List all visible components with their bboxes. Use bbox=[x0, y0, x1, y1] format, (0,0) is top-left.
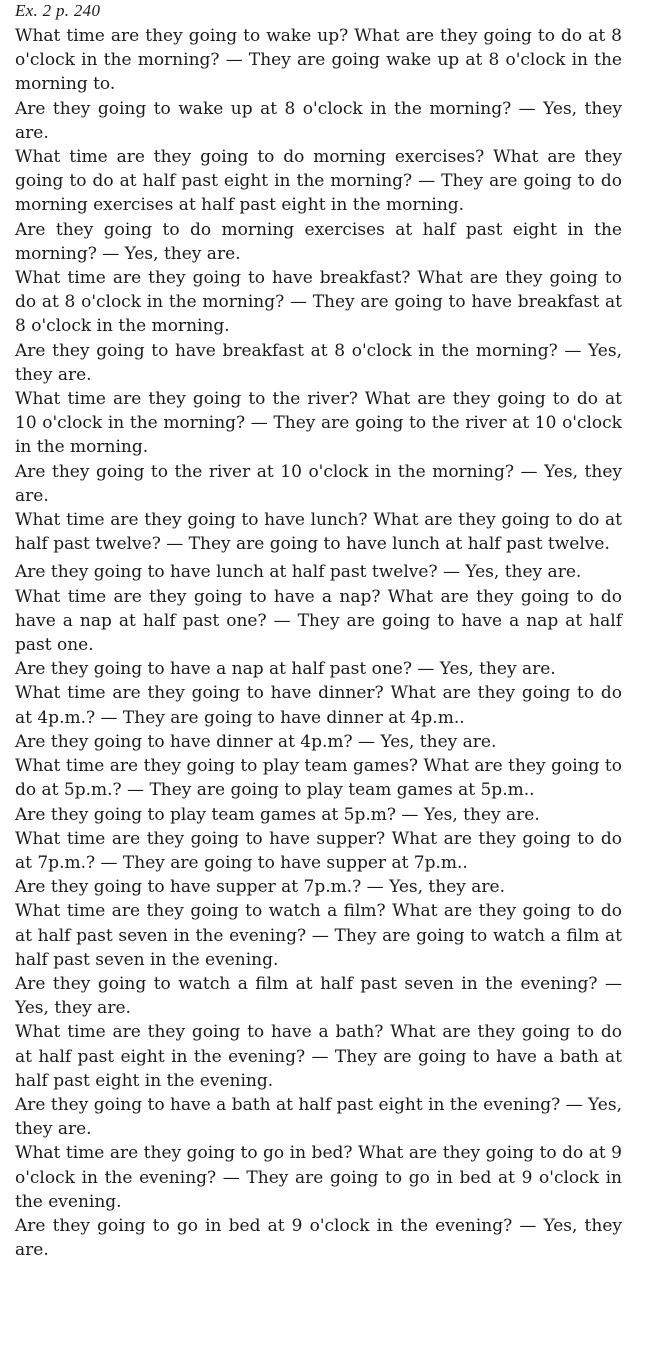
paragraph: Are they going to the river at 10 o'clock in the morning? — Yes, they are. bbox=[15, 461, 622, 506]
paragraph: What time are they going to watch a film? What are they going to do at half past seven in the evening? — They are going to watch a film at half past seven in the evening. bbox=[15, 901, 622, 970]
paragraph: Are they going to have lunch at half past twelve? — Yes, they are. bbox=[15, 562, 582, 583]
paragraph: Are they going to have dinner at 4p.m? — Yes, they are. bbox=[15, 731, 497, 752]
paragraph: Are they going to have a nap at half past one? — Yes, they are. bbox=[15, 659, 556, 680]
paragraph: What time are they going to go in bed? What are they going to do at 9 o'clock in the evening? — They are going to go in bed at 9 o'clock in the evening. bbox=[15, 1143, 622, 1212]
paragraph: What time are they going to have breakfast? What are they going to do at 8 o'clock in the morning? — They are going to have breakfast at 8 o'clock in the morning. bbox=[15, 268, 622, 337]
paragraph: Are they going to do morning exercises at half past eight in the morning? — Yes, they are. bbox=[15, 219, 622, 264]
exercise-heading: Ex. 2 p. 240 bbox=[15, 1, 101, 20]
paragraph: What time are they going to have a nap? What are they going to do have a nap at half past one? — They are going to have a nap at half past one. bbox=[15, 586, 622, 656]
paragraph: What time are they going to the river? What are they going to do at 10 o'clock in the morning? — They are going to the river at 10 o'clock in the morning. bbox=[15, 389, 622, 458]
paragraph: What time are they going to have supper? What are they going to do at 7p.m.? — They are going to have supper at 7p.m.. bbox=[15, 828, 622, 873]
paragraph: Are they going to go in bed at 9 o'clock in the evening? — Yes, they are. bbox=[15, 1215, 622, 1261]
paragraph: Are they going to have supper at 7p.m.? — Yes, they are. bbox=[15, 877, 505, 898]
paragraph: What time are they going to have a bath? What are they going to do at half past eight in the evening? — They are going to have a bath at half past eight in the evening. bbox=[15, 1022, 622, 1091]
paragraph: What time are they going to play team games? What are they going to do at 5p.m.? — They are going to play team games at 5p.m.. bbox=[15, 756, 622, 801]
paragraph: Are they going to play team games at 5p.m? — Yes, they are. bbox=[15, 804, 540, 825]
paragraph: Are they going to have breakfast at 8 o'clock in the morning? — Yes, they are. bbox=[15, 340, 622, 385]
paragraph: Are they going to wake up at 8 o'clock in the morning? — Yes, they are. bbox=[15, 98, 622, 143]
paragraph: Are they going to have a bath at half past eight in the evening? — Yes, they are. bbox=[15, 1094, 622, 1140]
paragraph: Are they going to watch a film at half past seven in the evening? — Yes, they are. bbox=[15, 973, 622, 1019]
paragraph: What time are they going to have lunch? What are they going to do at half past twelve? — They are going to have lunch at half past twelve. bbox=[15, 510, 622, 555]
paragraph: What time are they going to do morning exercises? What are they going to do at half past eight in the morning? — They are going to do morning exercises at half past eight in the morning. bbox=[15, 147, 622, 216]
paragraph: What time are they going to have dinner? What are they going to do at 4p.m.? — They are going to have dinner at 4p.m.. bbox=[15, 683, 622, 728]
paragraph: What time are they going to wake up? What are they going to do at 8 o'clock in the morning? — They are going wake up at 8 o'clock in the morning to. bbox=[15, 26, 622, 95]
